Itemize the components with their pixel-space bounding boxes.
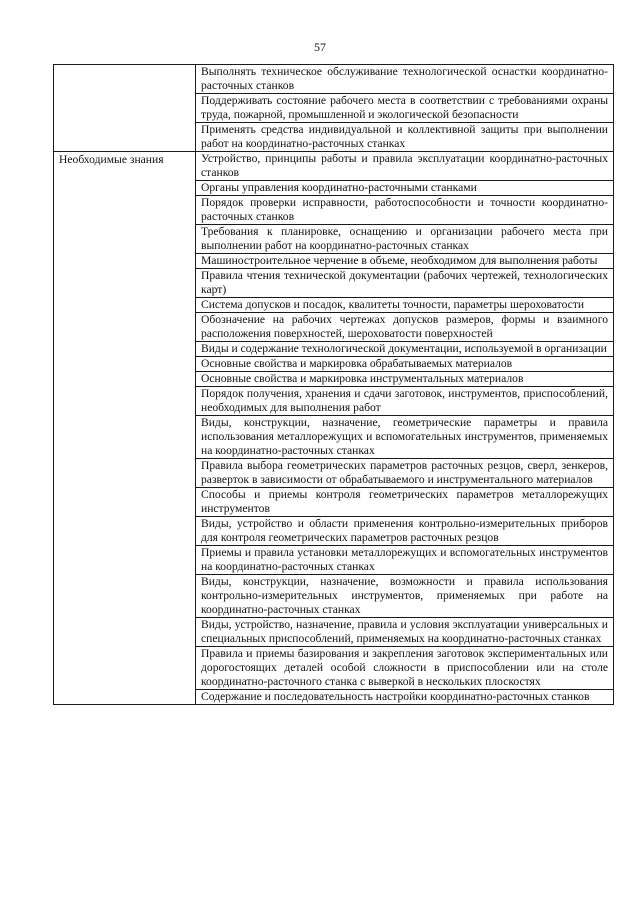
requirement-text: Обозначение на рабочих чертежах допусков размеров, формы и взаимного расположения поверхностей, шероховатости поверхностей: [201, 313, 608, 340]
requirement-text: Виды, устройство и области применения контрольно-измерительных приборов для контроля геометрических параметров расточных резцов: [201, 517, 608, 544]
requirement-cell: [196, 181, 614, 196]
requirement-cell: [196, 269, 614, 298]
requirement-text: Виды, конструкции, назначение, геометрические параметры и правила использования металлорежущих и вспомогательных инструментов, применяемых на координатно-расточных станках: [201, 416, 608, 457]
requirement-cell: [196, 94, 614, 123]
requirement-text: Поддерживать состояние рабочего места в соответствии с требованиями охраны труда, пожарной, промышленной и экологической безопасности: [201, 94, 608, 121]
section-label-cell: [54, 152, 196, 705]
requirement-cell: [196, 416, 614, 459]
requirement-text: Требования к планировке, оснащению и организации рабочего места при выполнении работ на координатно-расточных станках: [201, 225, 608, 252]
requirement-text: Способы и приемы контроля геометрических параметров металлорежущих инструментов: [201, 488, 608, 515]
requirement-text: Выполнять техническое обслуживание технологической оснастки координатно-расточных станков: [201, 65, 608, 92]
requirement-text: Система допусков и посадок, квалитеты точности, параметры шероховатости: [201, 298, 585, 311]
requirements-table-body: [54, 65, 614, 705]
requirement-text: Правила выбора геометрических параметров расточных резцов, сверл, зенкеров, разверток в зависимости от обрабатываемого и инструментального материалов: [201, 459, 608, 486]
requirements-table: [53, 64, 614, 705]
requirement-cell: [196, 575, 614, 618]
requirement-cell: [196, 196, 614, 225]
requirement-text: Содержание и последовательность настройки координатно-расточных станков: [201, 690, 590, 703]
requirement-cell: [196, 254, 614, 269]
requirement-text: Виды и содержание технологической документации, используемой в организации: [201, 342, 607, 355]
requirement-cell: [196, 313, 614, 342]
requirement-text: Машиностроительное черчение в объеме, необходимом для выполнения работы: [201, 254, 598, 267]
requirement-cell: [196, 342, 614, 357]
requirement-text: Порядок получения, хранения и сдачи заготовок, инструментов, приспособлений, необходимых для выполнения работ: [201, 387, 608, 414]
requirement-text: Основные свойства и маркировка обрабатываемых материалов: [201, 357, 513, 370]
table-row: [54, 65, 614, 94]
requirement-cell: [196, 152, 614, 181]
requirement-cell: [196, 387, 614, 416]
requirement-text: Устройство, принципы работы и правила эксплуатации координатно-расточных станков: [201, 152, 608, 179]
requirement-text: Органы управления координатно-расточными станками: [201, 181, 477, 194]
requirement-cell: [196, 65, 614, 94]
requirement-text: Правила и приемы базирования и закрепления заготовок экспериментальных или дорогостоящих деталей особой сложности в приспособлении или на столе координатно-расточного станка с выверкой в нескольких плоскостях: [201, 647, 608, 688]
requirement-cell: [196, 372, 614, 387]
requirement-cell: [196, 647, 614, 690]
section-label-cell: [54, 65, 196, 152]
requirement-cell: [196, 123, 614, 152]
section-label: Необходимые знания: [59, 153, 164, 166]
requirement-text: Виды, устройство, назначение, правила и условия эксплуатации универсальных и специальных приспособлений, применяемых на координатно-расточных станках: [201, 618, 608, 645]
page-number: 57: [314, 40, 326, 54]
requirement-cell: [196, 618, 614, 647]
requirement-cell: [196, 488, 614, 517]
requirement-cell: [196, 298, 614, 313]
requirement-cell: [196, 357, 614, 372]
requirement-cell: [196, 459, 614, 488]
requirement-text: Приемы и правила установки металлорежущих и вспомогательных инструментов на координатно-расточных станках: [201, 546, 608, 573]
requirement-cell: [196, 225, 614, 254]
requirement-cell: [196, 517, 614, 546]
table-row: [54, 152, 614, 181]
requirement-text: Основные свойства и маркировка инструментальных материалов: [201, 372, 524, 385]
requirement-text: Порядок проверки исправности, работоспособности и точности координатно-расточных станков: [201, 196, 608, 223]
requirement-cell: [196, 546, 614, 575]
requirement-text: Виды, конструкции, назначение, возможности и правила использования контрольно-измерительных инструментов, применяемых при работе на координатно-расточных станках: [201, 575, 608, 616]
section-label: [59, 65, 190, 66]
requirement-cell: [196, 690, 614, 705]
requirement-text: Правила чтения технической документации (рабочих чертежей, технологических карт): [201, 269, 608, 296]
requirement-text: Применять средства индивидуальной и коллективной защиты при выполнении работ на координатно-расточных станках: [201, 123, 608, 150]
